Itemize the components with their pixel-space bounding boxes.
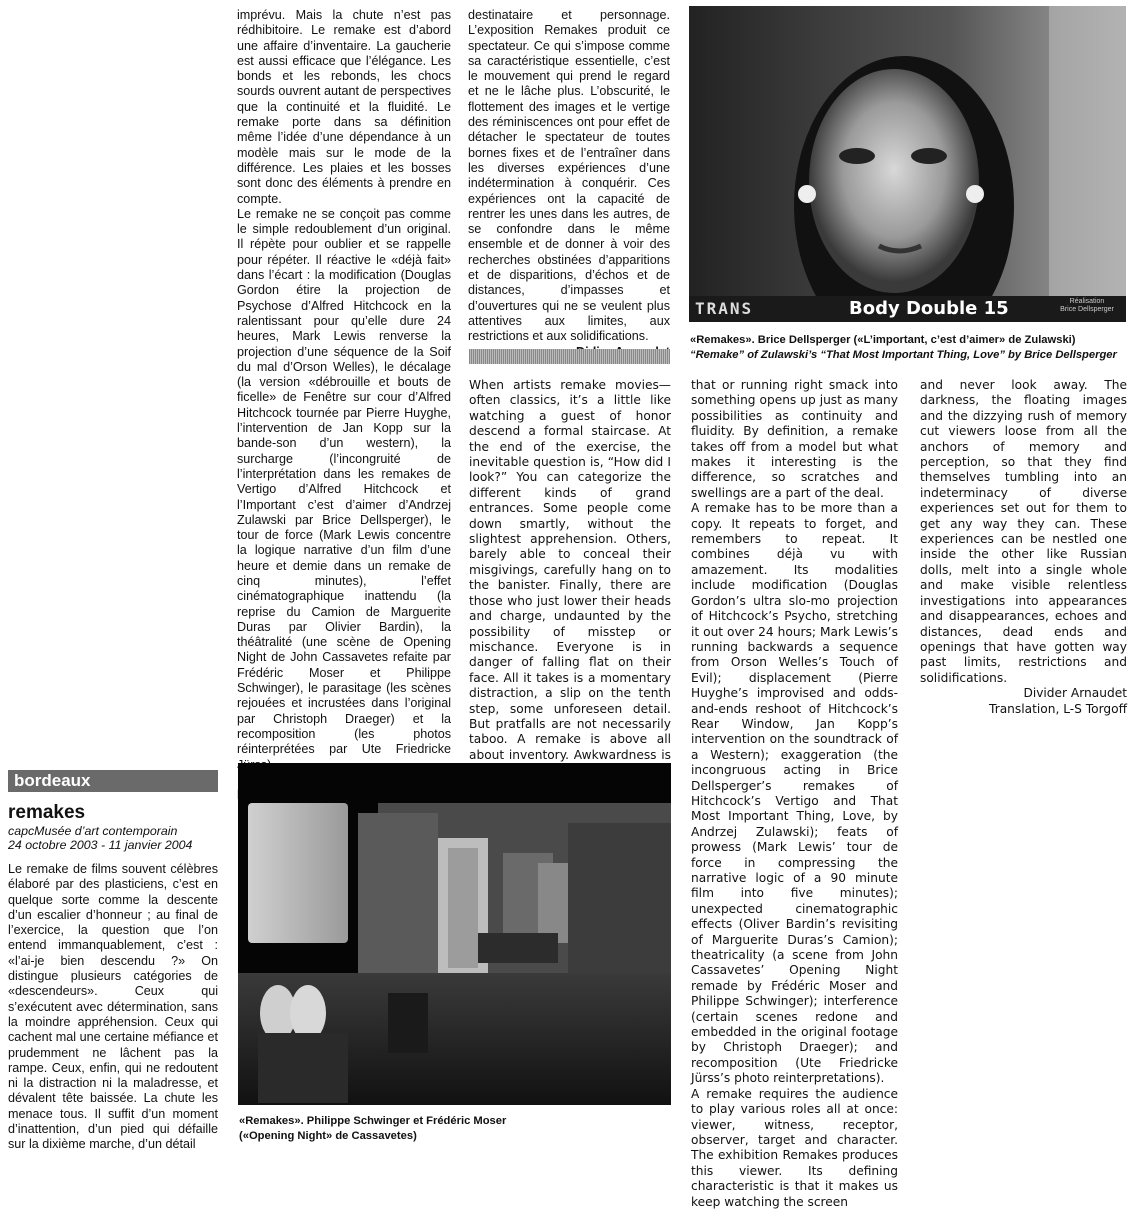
caption-line: «Remakes». Philippe Schwinger et Frédéric Moser [239, 1115, 507, 1127]
photo-opening-night [238, 763, 671, 1105]
paragraph: and never look away. The darkness, the floating images and the dizzying rush of memory cut viewers loose from all the anchors of memory and perception, so that they find themselves tumbling into an indeterminacy of diverse experiences set out for them to get any way they can. These experiences can be nestled one inside the other like Russian dolls, melt into a single whole and make visible relentless investigations into appearances and disappearances, echoes and distances, dead ends and openings that have gotten way past limits, restrictions and solidifications. [920, 378, 1127, 685]
caption-fr: «Remakes». Brice Dellsperger («L’important, c’est d’aimer» de Zulawski) [690, 334, 1076, 346]
paragraph: destinataire et personnage. L’exposition Remakes produit ce spectateur. Ce qui s’impose comme sa caractéristique essentielle, c’est le mouvement qui prend le regard et ne le lâche plus. L’obscurité, le flottement des images et le vertige des réminiscences ont pour effet de détacher le spectateur de toutes bornes fixes et de l’entraîner dans les diverses expériences d’une indétermination à conquérir. Ces expériences ont la capacité de rentrer les unes dans les autres, de se confondre dans le même ensemble et de donner à voir des recherches obstinées d’apparitions et de disparitions, d’échos et de distances, d’impasses et d’ouvertures qui ne se veulent plus attentives aux limites, aux restrictions et aux solidifications. [468, 8, 670, 344]
overlay-logo: TRANS [695, 299, 754, 318]
section-divider [469, 349, 670, 364]
overlay-credit-line: Brice Dellsperger [1060, 306, 1114, 313]
photo-body-double [689, 6, 1126, 322]
french-column-1 [237, 8, 451, 803]
venue-info [8, 824, 192, 852]
translator-credit: Translation, L-S Torgoff [989, 701, 1127, 716]
paragraph: When artists remake movies—often classics, it’s a little like watching a guest of honor descend a formal staircase. At the end of the exercise, the inevitable question is, “How did I look?” You can categorize the different kinds of grand entrances. Some people come down smartly, without the slightest apprehension. Others, barely able to conceal their misgivings, carefully hang on to the banister. Finally, there are those who just lower their heads and charge, undaunted by the possibility of misstep or mischance. Everyone is in danger of falling flat on their face. All it takes is a momentary distraction, a slip on the tenth step, some unforeseen detail. But pratfalls are not necessarily taboo. A remake is above all about inventory. Awkwardness is [469, 378, 671, 762]
english-column-2 [691, 378, 898, 1210]
venue-dates: 24 octobre 2003 - 11 janvier 2004 [8, 838, 193, 852]
portrait-image [689, 6, 1126, 322]
overlay-credit-line: Réalisation [1069, 298, 1105, 305]
paragraph: A remake requires the audience to play various roles all at once: viewer, witness, receptor, observer, target and character. The exhibition Remakes produces this viewer. Its defining characteristic is that it makes us keep watching the screen [691, 1086, 898, 1209]
paragraph: Le remake ne se conçoit pas comme le simple redoublement d’un original. Il répète pour oublier et se rappelle pour répéter. Il réactive le «déjà fait» dans l’écart : la modification (Douglas Gordon étire la projection de Psychose d’Alfred Hitchcock en la ralentissant pour qu’elle dure 24 heures, Mark Lewis renverse la projection d’une séquence de la Soif du mal d’Orson Welles), le décalage (la version «débrouille et bouts de ficelle» de Fenêtre sur cour d’Alfred Hitchcock tournée par Pierre Huyghe, l’intervention de Jan Kopp sur la bande-son d’un western), la surcharge (l’incongruité de l’interprétation dans les remakes de Vertigo d’Alfred Hitchcock et l’Important c’est d’aimer d’Andrzej Zulawski par Brice Dellsperger), le tour de force (Mark Lewis concentre la logique narrative d’un film d’une heure et demie dans un remake de cinq minutes), l’effet cinématographique inattendu (la reprise du Camion de Marguerite Duras par Olivier Bardin), la théâtralité (une scène de Opening Night de John Cassavetes refaite par Frédéric Moser et Philippe Schwinger), le parasitage (les scènes rejouées et incrustées dans l’original par Christoph Draeger) et la recomposition (les photos réinterprétées par Ute Friedricke [237, 206, 451, 757]
paragraph: A remake has to be more than a copy. It repeats to forget, and remembers to repeat. It combines déjà vu with amazement. Its modalities include modification (Douglas Gordon’s ultra slo-mo projection of Hitchcock’s Psycho, stretching it out over 24 hours; Mark Lewis’s running backwards a sequence from Orson Welles’s Touch of Evil); displacement (Pierre Huyghe’s improvised and odds-and-ends reshoot of Hitchcock’s Rear Window, Jan Kopp’s intervention on the soundtrack of a Western); exaggeration (the incongruous acting in Brice Dellsperger’s remakes of Hitchcock’s Vertigo and That Most Important Thing, Love, by Andrzej Zulawski); feats of prowess (Mark Lewis’ tour de force in compressing the narrative logic of a 90 minute film into five minutes); unexpected cinematographic effects (Oliver Bardin’s revisiting of Marguerite Duras’s Camion); theatricality (a scene from John Cassavetes’ Opening Night remade by Frédéric Moser and Philippe Schwinger); interference (certain scenes redone and embedded in the original footage by Christoph Draeger); and recomposition (Ute Friedricke Jürss’s photo reinterpretations). [691, 501, 898, 1086]
photo-top-caption [690, 333, 1130, 363]
english-column-3 [920, 378, 1127, 717]
author-signature: Divider Arnaudet [1023, 686, 1127, 701]
paragraph: Le remake de films souvent célèbres élaboré par des plasticiens, c’est en quelque sorte comme la descente d’un escalier d’honneur ; au final de l’exercice, la question que l’on entend immanquablement, c’est : «l’ai-je bien descendu ?» On distingue plusieurs catégories de «descendeurs». Ceux qui s’exécutent avec détermination, sans la moindre appréhension. Ceux qui cachent mal une certaine méfiance et prudemment ne lâchent pas la rampe. Ceux, enfin, qui ne redoutent ni la distraction ni la maladresse, et dévalent tête baissée. La chute les menace tous. Il suffit d’un moment d’inattention, d’un pied qui défaille sur la dixième marche, d’un détail [8, 862, 218, 1152]
article-title: remakes [8, 802, 86, 823]
venue-name: capcMusée d’art contemporain [8, 824, 178, 838]
photo-bottom-caption [239, 1114, 671, 1144]
caption-en: “Remake” of Zulawski’s “That Most Important Thing, Love” by Brice Dellsperger [690, 349, 1117, 361]
stage-set-image [238, 763, 671, 1105]
caption-line: («Opening Night» de Cassavetes) [239, 1130, 417, 1142]
overlay-title: Body Double 15 [849, 298, 1009, 319]
section-tag: bordeaux [8, 770, 218, 792]
english-column-1 [469, 378, 671, 794]
paragraph: that or running right smack into something opens up just as many possibilities as continuity and fluidity. By definition, a remake takes off from a model but what makes it interesting is the difference, so scratches and swellings are a part of the deal. [691, 378, 898, 500]
overlay-credit [1051, 298, 1123, 314]
french-column-2 [468, 8, 670, 360]
french-intro-column [8, 862, 218, 1153]
paragraph: imprévu. Mais la chute n’est pas rédhibitoire. Le remake est d’abord une affaire d’inventaire. La gaucherie est aussi efficace que l’élégance. Les bonds et les rebonds, les chocs sourds ouvrent autant de perspectives que la continuité et la fluidité. Le remake porte dans sa définition même l’idée d’une dépendance à un modèle mais sur le mode de la différence. Les plaies et les bosses sont donc des éléments à prendre en compte. [237, 8, 451, 206]
